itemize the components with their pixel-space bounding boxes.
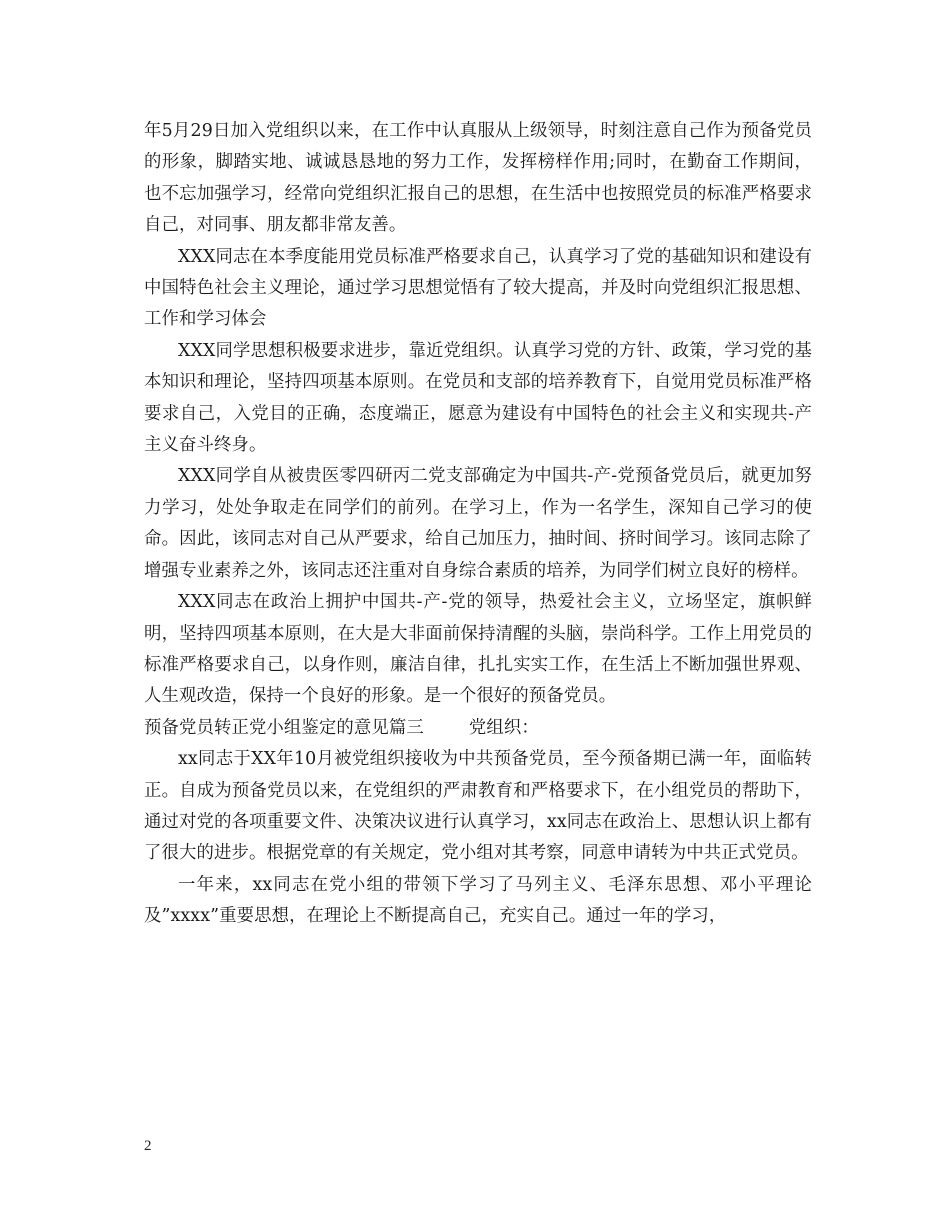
paragraph-hard-study: XXX同学自从被贵医零四研丙二党支部确定为中国共-产-党预备党员后，就更加努力学习，处处争取走在同学们的前列。在学习上，作为一名学生，深知自己学习的使命。因此，该同志对自己从严要求，给自己加压力，抽时间、挤时间学习。该同志除了增强专业素养之外，该同志还注重对自身综合素质的培养，为同学们树立良好的榜样。 [144,466,812,581]
paragraph-study-theory: XXX同志在本季度能用党员标准严格要求自己，认真学习了党的基础知识和建设有中国特色社会主义理论，通过学习思想觉悟有了较大提高，并及时向党组织汇报思想、工作和学习体会 [144,246,812,330]
paragraph-political-stance: XXX同志在政治上拥护中国共-产-党的领导，热爱社会主义，立场坚定，旗帜鲜明，坚持四项基本原则，在大是大非面前保持清醒的头脑，崇尚科学。工作上用党员的标准严格要求自己，以身作则，廉洁自律，扎扎实实工作，在生活上不断加强世界观、人生观改造，保持一个良好的形象。是一个很好的预备党员。 [144,592,812,707]
page-number: 2 [144,1138,152,1154]
paragraph-year-review: 一年来，xx同志在党小组的带领下学习了马列主义、毛泽东思想、邓小平理论及”xxxx”重要思想，在理论上不断提高自己，充实自己。通过一年的学习， [144,874,812,927]
paragraph-continued: 年5月29日加入党组织以来，在工作中认真服从上级领导，时刻注意自己作为预备党员的形象，脚踏实地、诚诚恳恳地的努力工作，发挥榜样作用;同时，在勤奋工作期间，也不忘加强学习，经常向党组织汇报自己的思想，在生活中也按照党员的标准严格要求自己，对同事、朋友都非常友善。 [144,121,812,236]
document-body [144,116,812,933]
salutation: 党组织： [468,717,539,738]
section-heading [144,713,812,744]
paragraph-progress: XXX同学思想积极要求进步，靠近党组织。认真学习党的方针、政策，学习党的基本知识和理论，坚持四项基本原则。在党员和支部的培养教育下，自觉用党员标准严格要求自己，入党目的正确，态度端正，愿意为建设有中国特色的社会主义和实现共-产主义奋斗终身。 [144,340,812,456]
section-title: 预备党员转正党小组鉴定的意见篇三 [144,717,424,738]
paragraph-probation: xx同志于XX年10月被党组织接收为中共预备党员，至今预备期已满一年，面临转正。自成为预备党员以来，在党组织的严肃教育和严格要求下，在小组党员的帮助下，通过对党的各项重要文件、决策决议进行认真学习，xx同志在政治上、思想认识上都有了很大的进步。根据党章的有关规定，党小组对其考察，同意申请转为中共正式党员。 [144,749,812,864]
